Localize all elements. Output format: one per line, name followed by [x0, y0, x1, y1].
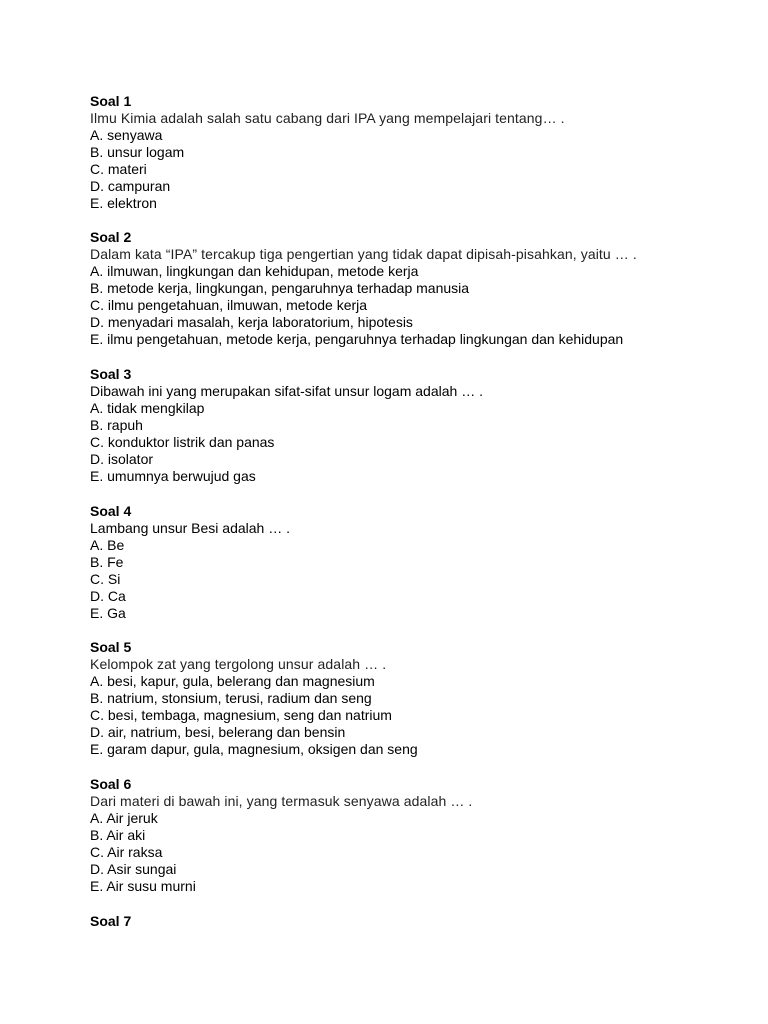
answer-option: D. air, natrium, besi, belerang dan bensin — [90, 724, 346, 740]
question-7 — [90, 913, 750, 930]
question-title: Soal 6 — [90, 776, 132, 792]
answer-option: A. senyawa — [90, 127, 163, 143]
question-2 — [90, 229, 750, 348]
answer-option: D. menyadari masalah, kerja laboratorium, hipotesis — [90, 314, 413, 330]
answer-option: C. materi — [90, 161, 147, 177]
answer-option: C. Si — [90, 571, 121, 587]
answer-option: E. umumnya berwujud gas — [90, 468, 256, 484]
answer-option: D. campuran — [90, 178, 171, 194]
answer-option: E. elektron — [90, 195, 157, 211]
question-1 — [90, 93, 750, 212]
answer-option: D. isolator — [90, 451, 154, 467]
answer-options — [90, 673, 750, 758]
answer-option: B. rapuh — [90, 417, 143, 433]
question-text: Lambang unsur Besi adalah … . — [90, 520, 291, 536]
answer-option: A. ilmuwan, lingkungan dan kehidupan, metode kerja — [90, 263, 419, 279]
question-title: Soal 3 — [90, 366, 132, 382]
question-text: Ilmu Kimia adalah salah satu cabang dari IPA yang mempelajari tentang… . — [90, 110, 565, 126]
answer-option: E. garam dapur, gula, magnesium, oksigen dan seng — [90, 741, 418, 757]
answer-option: C. Air raksa — [90, 844, 163, 860]
answer-option: A. besi, kapur, gula, belerang dan magnesium — [90, 673, 375, 689]
question-title: Soal 4 — [90, 503, 132, 519]
question-title: Soal 7 — [90, 913, 132, 929]
answer-option: C. ilmu pengetahuan, ilmuwan, metode kerja — [90, 297, 368, 313]
answer-option: C. besi, tembaga, magnesium, seng dan natrium — [90, 707, 392, 723]
answer-options — [90, 537, 750, 622]
answer-options — [90, 400, 750, 485]
question-text: Kelompok zat yang tergolong unsur adalah … . — [90, 656, 387, 672]
question-title: Soal 1 — [90, 93, 132, 109]
question-3 — [90, 366, 750, 485]
answer-option: B. unsur logam — [90, 144, 185, 160]
answer-option: B. natrium, stonsium, terusi, radium dan seng — [90, 690, 372, 706]
question-title: Soal 2 — [90, 229, 132, 245]
answer-option: D. Ca — [90, 588, 126, 604]
question-6 — [90, 776, 750, 895]
question-text: Dibawah ini yang merupakan sifat-sifat unsur logam adalah … . — [90, 383, 483, 399]
answer-option: E. ilmu pengetahuan, metode kerja, pengaruhnya terhadap lingkungan dan kehidupan — [90, 331, 624, 347]
answer-options — [90, 263, 750, 348]
question-text: Dalam kata “IPA” tercakup tiga pengertian yang tidak dapat dipisah-pisahkan, yaitu … . — [90, 246, 637, 262]
answer-option: A. Air jeruk — [90, 810, 158, 826]
answer-option: E. Ga — [90, 605, 126, 621]
answer-option: A. Be — [90, 537, 125, 553]
answer-option: B. Fe — [90, 554, 124, 570]
answer-option: C. konduktor listrik dan panas — [90, 434, 275, 450]
question-5 — [90, 639, 750, 758]
answer-option: D. Asir sungai — [90, 861, 177, 877]
answer-option: E. Air susu murni — [90, 878, 196, 894]
question-title: Soal 5 — [90, 639, 132, 655]
question-text: Dari materi di bawah ini, yang termasuk senyawa adalah … . — [90, 793, 473, 809]
answer-option: B. metode kerja, lingkungan, pengaruhnya terhadap manusia — [90, 280, 470, 296]
answer-options — [90, 127, 750, 212]
answer-options — [90, 810, 750, 895]
question-4 — [90, 503, 750, 622]
answer-option: A. tidak mengkilap — [90, 400, 205, 416]
answer-option: B. Air aki — [90, 827, 146, 843]
